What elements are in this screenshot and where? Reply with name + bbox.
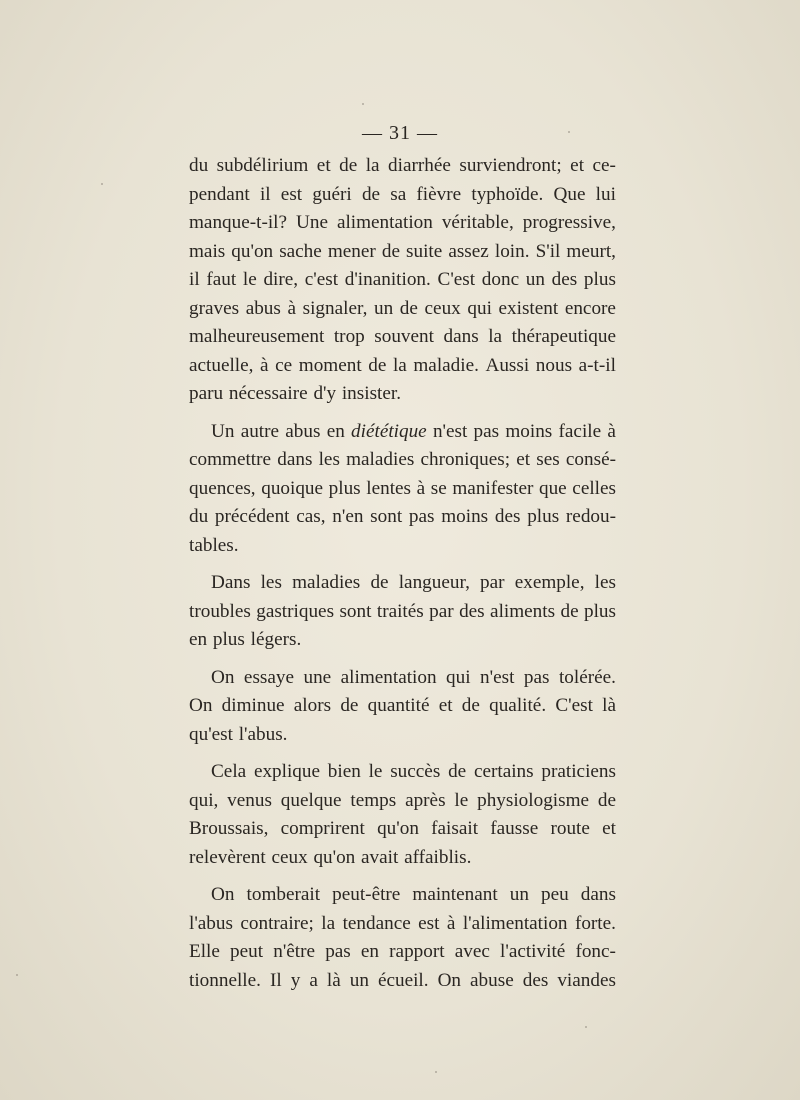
text-line: pendant il est guéri de sa fièvre typhoïde. Que lui (189, 183, 616, 205)
paper-speck (362, 103, 364, 105)
paper-speck (435, 1071, 437, 1073)
text-line: relevèrent ceux qu'on avait affaiblis. (189, 846, 472, 868)
text-line: On tomberait peut-être maintenant un peu dans (211, 884, 616, 905)
paper-speck (16, 974, 18, 976)
paragraph-gap (189, 655, 616, 664)
paper-speck (101, 183, 103, 185)
text-line: du précédent cas, n'en sont pas moins des plus redou- (189, 506, 616, 527)
page-number: — 31 — (362, 122, 438, 144)
text-line: On essaye une alimentation qui n'est pas tolérée. (211, 666, 616, 688)
text-line: Broussais, comprirent qu'on faisait fausse route et (189, 818, 616, 839)
text-line: il faut le dire, c'est d'inanition. C'est donc un des plus (189, 269, 616, 290)
text-line: malheureusement trop souvent dans la thérapeutique (189, 326, 616, 347)
paragraph-gap (189, 560, 616, 569)
text-line: quences, quoique plus lentes à se manifester que celles (189, 477, 616, 499)
paper-speck (585, 1026, 587, 1028)
text-line: tables. (189, 534, 239, 556)
text-line: Un autre abus en diététique n'est pas moins facile à (211, 420, 616, 442)
text-line: Cela explique bien le succès de certains praticiens (211, 761, 616, 782)
text-line: actuelle, à ce moment de la maladie. Aussi nous a-t-il (189, 354, 616, 376)
text-line: mais qu'on sache mener de suite assez loin. S'il meurt, (189, 240, 616, 262)
body-text (189, 152, 616, 995)
text-line: qui, venus quelque temps après le physiologisme de (189, 789, 616, 811)
text-line: qu'est l'abus. (189, 723, 288, 745)
text-line: Elle peut n'être pas en rapport avec l'activité fonc- (189, 941, 616, 962)
text-line: du subdélirium et de la diarrhée surviendront; et ce- (189, 155, 616, 176)
text-line: Dans les maladies de langueur, par exemple, les (211, 572, 616, 593)
text-line: paru nécessaire d'y insister. (189, 383, 402, 404)
text-line: troubles gastriques sont traités par des aliments de plus (189, 600, 616, 622)
text-line: en plus légers. (189, 629, 302, 650)
paragraph-gap (189, 409, 616, 418)
text-line: graves abus à signaler, un de ceux qui existent encore (189, 297, 616, 319)
paragraph-gap (189, 872, 616, 881)
text-line: tionnelle. Il y a là un écueil. On abuse des viandes (189, 969, 616, 991)
text-line: l'abus contraire; la tendance est à l'alimentation forte. (189, 912, 616, 934)
text-line: manque-t-il? Une alimentation véritable, progressive, (189, 212, 616, 233)
text-line: commettre dans les maladies chroniques; et ses consé- (189, 449, 616, 470)
paper-speck (568, 131, 570, 133)
text-line: On diminue alors de quantité et de qualité. C'est là (189, 695, 616, 716)
paragraph-gap (189, 749, 616, 758)
